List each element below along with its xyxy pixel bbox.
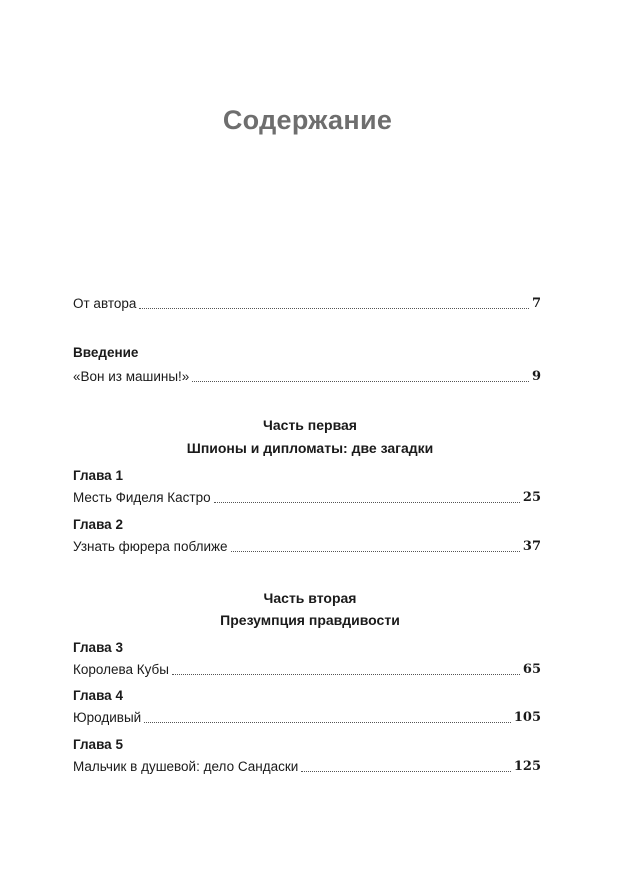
toc-entry-chapter-1[interactable] xyxy=(73,488,541,508)
chapter-label: Глава 4 xyxy=(73,688,123,703)
toc-entry-title: Мальчик в душевой: дело Сандаски xyxy=(73,759,299,774)
dot-leader xyxy=(139,308,529,309)
toc-entry-chapter-4[interactable] xyxy=(73,708,541,728)
page-title: Содержание xyxy=(222,105,393,135)
toc-entry-title: От автора xyxy=(73,296,137,311)
toc-page-number: 9 xyxy=(531,369,541,384)
dot-leader xyxy=(172,674,520,675)
toc-page-number: 7 xyxy=(531,296,541,311)
dot-leader xyxy=(192,381,529,382)
toc-page-number: 65 xyxy=(522,662,541,677)
chapter-label: Глава 3 xyxy=(73,640,123,655)
toc-entry-intro[interactable] xyxy=(73,367,541,387)
toc-entry-title: Королева Кубы xyxy=(73,662,169,677)
intro-label: Введение xyxy=(73,345,139,360)
part-two-title: Презумпция правдивости xyxy=(220,612,400,628)
toc-entry-title: Месть Фиделя Кастро xyxy=(73,490,211,505)
dot-leader xyxy=(144,722,511,723)
chapter-label: Глава 5 xyxy=(73,737,123,752)
toc-entry-from-author[interactable] xyxy=(73,294,541,314)
toc-entry-title: «Вон из машины!» xyxy=(73,369,190,384)
part-two-heading: Часть вторая xyxy=(263,590,357,606)
toc-entry-chapter-2[interactable] xyxy=(73,537,541,557)
toc-page-number: 105 xyxy=(513,710,541,725)
chapter-label: Глава 1 xyxy=(73,468,123,483)
chapter-label: Глава 2 xyxy=(73,517,123,532)
part-one-title: Шпионы и дипломаты: две загадки xyxy=(186,440,434,456)
dot-leader xyxy=(301,771,511,772)
toc-entry-chapter-5[interactable] xyxy=(73,757,541,777)
toc-page-number: 25 xyxy=(522,490,541,505)
dot-leader xyxy=(231,551,520,552)
toc-entry-title: Узнать фюрера поближе xyxy=(73,539,228,554)
part-one-heading: Часть первая xyxy=(263,417,357,433)
toc-page-number: 37 xyxy=(522,539,541,554)
toc-page-number: 125 xyxy=(513,759,541,774)
toc-entry-title: Юродивый xyxy=(73,710,142,725)
toc-entry-chapter-3[interactable] xyxy=(73,660,541,680)
dot-leader xyxy=(214,502,520,503)
